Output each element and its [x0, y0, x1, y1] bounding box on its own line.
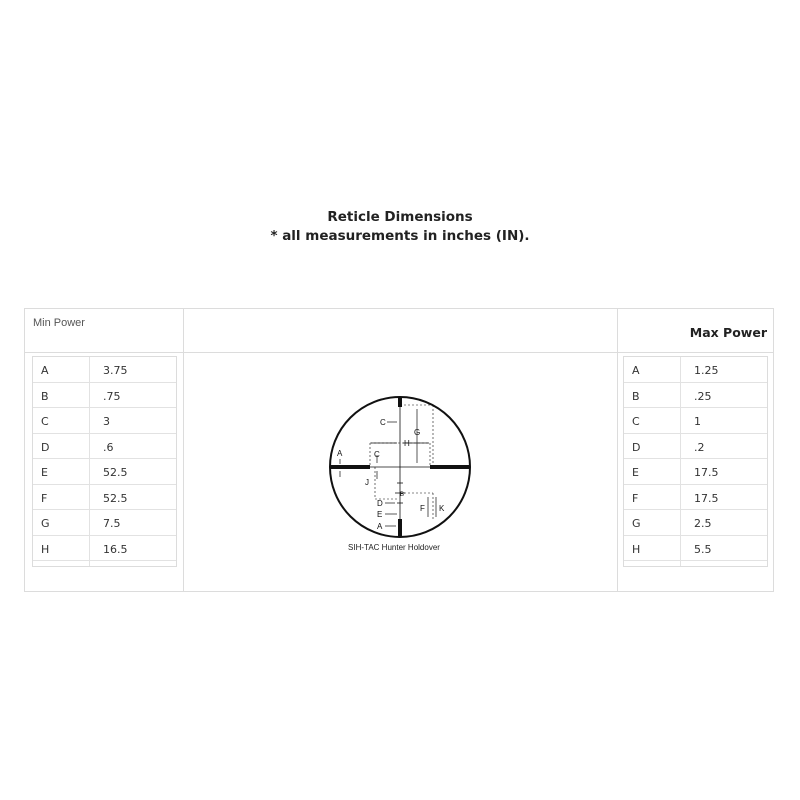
- row-key: E: [41, 466, 48, 479]
- table-row: [624, 536, 767, 562]
- max-power-header: Max Power: [689, 325, 767, 340]
- row-key: A: [632, 364, 640, 377]
- label-g: G: [414, 428, 421, 437]
- row-key: E: [632, 466, 639, 479]
- row-value: 17.5: [694, 466, 719, 479]
- label-k: K: [439, 504, 445, 513]
- label-a-left: A: [337, 449, 343, 458]
- table-row: [33, 485, 176, 511]
- row-value: .25: [694, 389, 712, 403]
- row-value: 3.75: [103, 364, 128, 377]
- label-j: J: [365, 478, 369, 487]
- min-power-table: [32, 356, 177, 567]
- page-title: [0, 208, 800, 246]
- row-value: 17.5: [694, 491, 719, 505]
- row-key: F: [632, 491, 639, 505]
- table-row: [33, 459, 176, 485]
- table-row: [33, 383, 176, 409]
- label-h: H: [404, 439, 410, 448]
- table-row: [624, 485, 767, 511]
- label-c-left: C: [374, 450, 380, 459]
- table-row: [33, 408, 176, 434]
- diagram-caption: SIH-TAC Hunter Holdover: [348, 543, 440, 552]
- reticle-diagram: [325, 395, 475, 543]
- row-key: D: [632, 440, 641, 454]
- row-key: B: [632, 389, 640, 403]
- title-line-2: * all measurements in inches (IN).: [270, 228, 530, 244]
- row-value: 52.5: [103, 466, 128, 479]
- max-power-table: [623, 356, 768, 567]
- table-row: [33, 434, 176, 460]
- left-thick-post: [330, 465, 370, 469]
- row-value: .75: [103, 389, 121, 403]
- row-key: G: [632, 517, 641, 530]
- label-c-top: C: [380, 418, 386, 427]
- table-row: [624, 434, 767, 460]
- row-value: 1.25: [694, 364, 719, 377]
- table-row: [33, 510, 176, 536]
- row-key: C: [41, 415, 49, 428]
- row-key: C: [632, 415, 640, 428]
- table-row: [33, 536, 176, 562]
- title-line-1: Reticle Dimensions: [327, 209, 473, 225]
- row-key: A: [41, 364, 49, 377]
- row-value: 5.5: [694, 542, 712, 556]
- row-key: B: [41, 389, 49, 403]
- label-b: B: [400, 492, 405, 498]
- label-d: D: [377, 499, 383, 508]
- table-row: [624, 459, 767, 485]
- label-e: E: [377, 510, 383, 519]
- right-thick-post: [430, 465, 470, 469]
- table-row: [624, 408, 767, 434]
- row-value: 52.5: [103, 491, 128, 505]
- table-row: [33, 357, 176, 383]
- row-value: .6: [103, 440, 114, 454]
- table-row: [624, 510, 767, 536]
- row-value: 3: [103, 415, 110, 428]
- label-f: F: [420, 504, 425, 513]
- row-key: G: [41, 517, 50, 530]
- row-value: 7.5: [103, 517, 121, 530]
- row-key: F: [41, 491, 48, 505]
- label-a-bottom: A: [377, 522, 383, 531]
- table-row: [624, 357, 767, 383]
- row-key: H: [41, 542, 50, 556]
- top-thick-post: [398, 397, 402, 407]
- row-value: 1: [694, 415, 701, 428]
- row-key: D: [41, 440, 50, 454]
- row-value: 2.5: [694, 517, 712, 530]
- min-power-header: Min Power: [33, 317, 85, 329]
- bottom-thick-post: [398, 519, 402, 537]
- table-row: [624, 383, 767, 409]
- row-key: H: [632, 542, 641, 556]
- row-value: .2: [694, 440, 705, 454]
- row-value: 16.5: [103, 542, 128, 556]
- header-divider: [25, 352, 773, 353]
